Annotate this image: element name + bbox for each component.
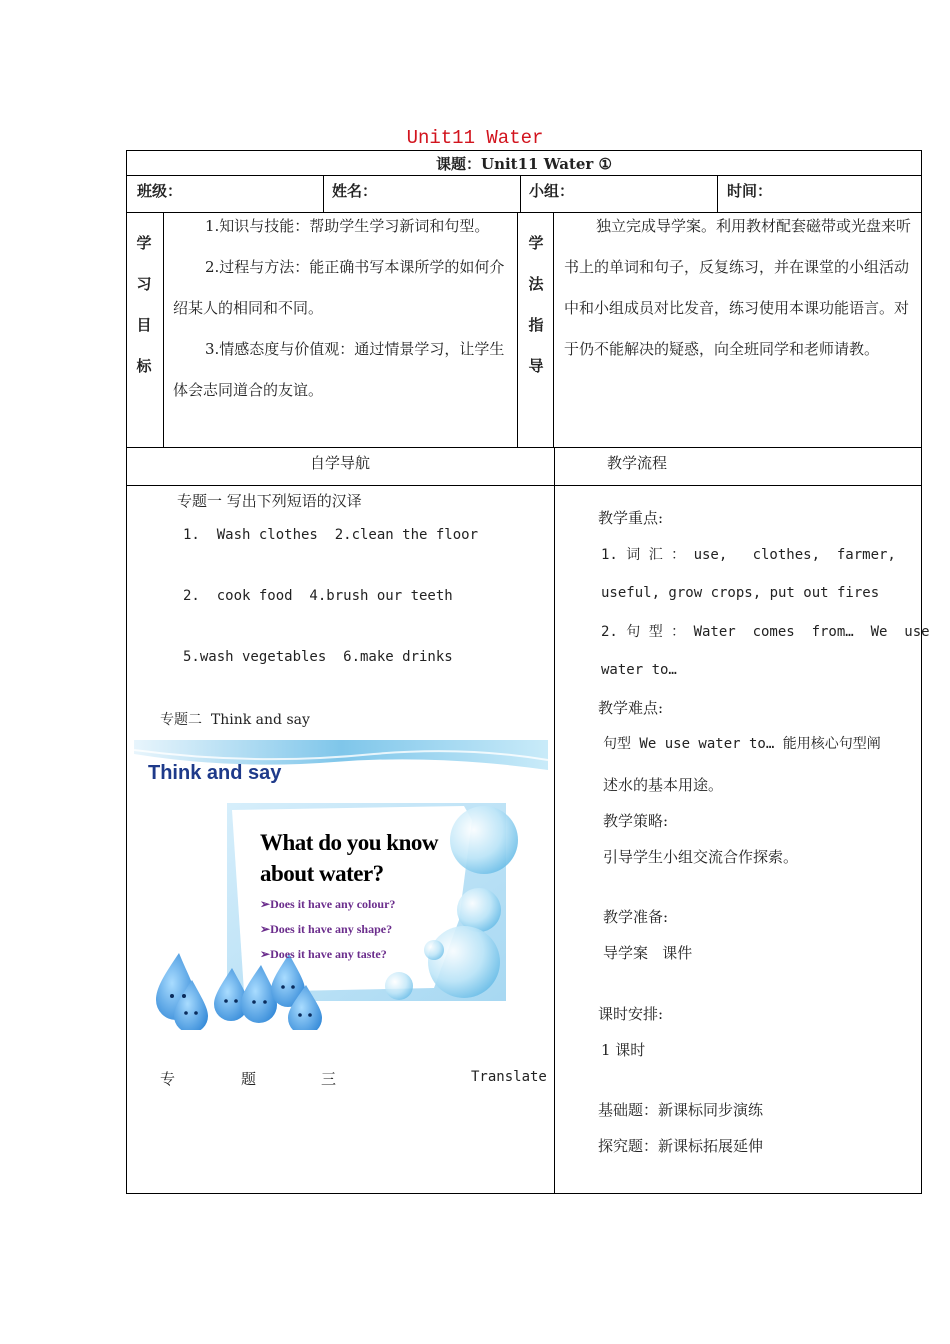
col-divider (554, 447, 555, 1194)
goals-label-char: 习 (136, 275, 152, 293)
method-label-char: 法 (528, 275, 544, 293)
bubble (428, 926, 500, 998)
difficulty-line-1: 句型 We use water to… 能用核心句型阐 (603, 736, 881, 752)
left-section-header: 自学导航 (309, 454, 370, 472)
explore-exercise: 探究题：新课标拓展延伸 (598, 1137, 764, 1155)
col-divider (553, 212, 554, 448)
goals-label-char: 标 (136, 357, 152, 375)
goals-text (173, 206, 511, 411)
topic-three-char: 三 (321, 1070, 337, 1088)
schedule-label: 课时安排: (598, 1005, 664, 1023)
table-border-top (126, 150, 922, 151)
col-divider (517, 212, 518, 448)
bubble (424, 940, 444, 960)
method-label-char: 导 (528, 357, 544, 375)
strategy-text: 引导学生小组交流合作探索。 (603, 848, 799, 866)
table-border-right (921, 150, 922, 1194)
slide-bullet: ➢Does it have any colour? (260, 897, 396, 911)
slide-bullet: ➢Does it have any shape? (260, 922, 393, 936)
table-border-bottom (126, 1193, 922, 1194)
vocab-line-2: useful, grow crops, put out fires (601, 585, 880, 601)
goal-item: 1.知识与技能：帮助学生学习新词和句型。 (205, 217, 490, 235)
topic-one: 专题一 写出下列短语的汉译 (177, 492, 362, 510)
slide-bullet-text: Does it have any shape? (270, 922, 393, 936)
class-label: 班级： (137, 182, 183, 200)
col-divider (163, 212, 164, 448)
strategy-label: 教学策略: (603, 812, 669, 830)
method-text: 独立完成导学案。利用教材配套磁带或光盘来听书上的单词和句子，反复练习，并在课堂的小组活动中和小组成员对比发音，练习使用本课功能语言。对于仍不能解决的疑惑，向全班同学和老师请教。 (564, 217, 912, 358)
phrase-line-3: 5.wash vegetables 6.make drinks (183, 649, 453, 665)
phrase-line-1: 1. Wash clothes 2.clean the floor (183, 527, 479, 543)
topic-three-char: 专 (160, 1070, 176, 1088)
goals-label-char: 目 (136, 316, 152, 334)
slide-question-line-1: What do you know (260, 830, 438, 855)
prep-label: 教学准备: (603, 908, 669, 926)
time-label: 时间： (727, 182, 773, 200)
bubble (385, 972, 413, 1000)
slide-bullet-text: Does it have any taste? (270, 947, 387, 961)
sentence-line-1: 2. 句 型 ： Water comes from… We use (601, 624, 930, 640)
row-divider (126, 175, 922, 176)
sentence-line-2: water to… (601, 662, 677, 678)
vocab-line-1: 1. 词 汇 ： use, clothes, farmer, (601, 547, 896, 563)
think-and-say-slide (134, 740, 548, 1030)
topic-two: 专题二 Think and say (160, 712, 310, 728)
method-label (526, 223, 546, 387)
difficulty-line-2: 述水的基本用途。 (603, 776, 724, 794)
difficulty-label: 教学难点: (598, 699, 664, 717)
goals-label (134, 223, 154, 387)
bubble (457, 888, 501, 932)
slide-question-line-2: about water? (260, 861, 384, 886)
group-label: 小组： (529, 182, 575, 200)
slide-bullet-text: Does it have any colour? (270, 897, 396, 911)
slide-bullet: ➢Does it have any taste? (260, 947, 387, 961)
row-divider (126, 485, 922, 486)
col-divider (520, 175, 521, 213)
slide-header: Think and say (148, 762, 282, 784)
topic-three-char: 题 (241, 1070, 257, 1088)
phrase-line-2: 2. cook food 4.brush our teeth (183, 588, 453, 604)
document-title: Unit11 Water (406, 127, 544, 149)
method-label-char: 指 (528, 316, 544, 334)
subject-row: 课题：Unit11 Water ① (435, 155, 613, 173)
name-label: 姓名： (332, 182, 378, 200)
goal-item: 3.情感态度与价值观：通过情景学习，让学生体会志同道合的友谊。 (173, 340, 505, 399)
key-points-label: 教学重点: (598, 509, 664, 527)
goal-item: 2.过程与方法：能正确书写本课所学的如何介绍某人的相同和不同。 (173, 258, 505, 317)
schedule-text: 1 课时 (601, 1041, 646, 1059)
row-divider (126, 447, 922, 448)
bubble (450, 806, 518, 874)
table-border-left (126, 150, 127, 1194)
topic-three-translate: Translate (471, 1069, 547, 1085)
method-label-char: 学 (528, 234, 544, 252)
basic-exercise: 基础题：新课标同步演练 (598, 1101, 764, 1119)
right-section-header: 教学流程 (607, 454, 668, 472)
prep-text: 导学案 课件 (603, 944, 693, 962)
goals-label-char: 学 (136, 234, 152, 252)
